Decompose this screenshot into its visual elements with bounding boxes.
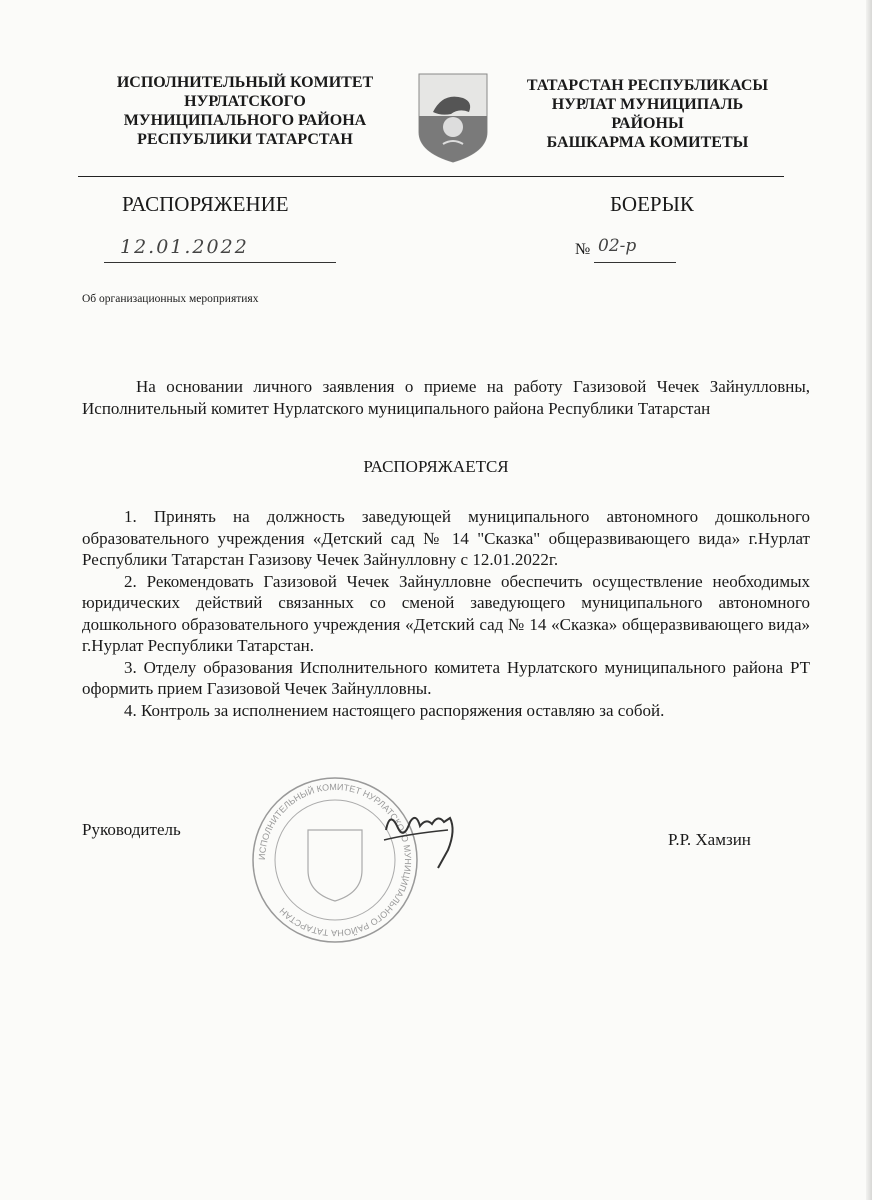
doc-type-ru: РАСПОРЯЖЕНИЕ bbox=[122, 192, 289, 216]
handwritten-signature bbox=[378, 800, 468, 870]
header-line: БАШКАРМА КОМИТЕТЫ bbox=[546, 134, 749, 151]
scan-edge bbox=[866, 0, 872, 1200]
document-date: 12.01.2022 bbox=[120, 236, 249, 258]
intro-paragraph bbox=[82, 376, 810, 419]
svg-text:ИСПОЛНИТЕЛЬНЫЙ КОМИТЕТ НУРЛАТС: ИСПОЛНИТЕЛЬНЫЙ КОМИТЕТ НУРЛАТСКОГО МУНИЦИПАЛЬНОГО РАЙОНА ТАТАРСТАН bbox=[256, 781, 414, 939]
order-point: 3. Отделу образования Исполнительного комитета Нурлатского муниципального района РТ оформить прием Газизовой Чечек Зайнулловны. bbox=[82, 657, 810, 698]
signatory-name: Р.Р. Хамзин bbox=[668, 830, 751, 849]
intro-text: На основании личного заявления о приеме на работу Газизовой Чечек Зайнулловны, Исполнительный комитет Нурлатского муниципального района Республики Татарстан bbox=[82, 377, 810, 418]
header-line: НУРЛАТ МУНИЦИПАЛЬ bbox=[551, 96, 744, 113]
order-points bbox=[82, 506, 810, 721]
number-label: № bbox=[575, 241, 591, 258]
orders-heading: РАСПОРЯЖАЕТСЯ bbox=[363, 457, 509, 476]
header-right-tt bbox=[500, 76, 795, 152]
header-line: МУНИЦИПАЛЬНОГО РАЙОНА bbox=[123, 112, 367, 129]
header-line: ИСПОЛНИТЕЛЬНЫЙ КОМИТЕТ bbox=[116, 74, 374, 91]
header-line: РЕСПУБЛИКИ ТАТАРСТАН bbox=[137, 131, 353, 148]
doc-type-tt: БОЕРЫК bbox=[610, 192, 694, 216]
order-point: 4. Контроль за исполнением настоящего распоряжения оставляю за собой. bbox=[124, 700, 665, 720]
document-subject: Об организационных мероприятиях bbox=[82, 293, 259, 305]
header-line: ТАТАРСТАН РЕСПУБЛИКАСЫ bbox=[526, 77, 769, 94]
order-point: 1. Принять на должность заведующей муниципального автономного дошкольного образовательного учреждения «Детский сад № 14 "Сказка" общеразвивающего вида» г.Нурлат Республики Татарстан Газизову Чечек Зайнулловну с 12.01.2022г. bbox=[82, 507, 810, 569]
header-left-ru bbox=[90, 73, 400, 149]
coat-of-arms-icon bbox=[415, 72, 491, 164]
signatory-role: Руководитель bbox=[82, 820, 181, 839]
header-line: РАЙОНЫ bbox=[611, 115, 684, 132]
header-divider bbox=[78, 176, 784, 177]
order-point: 2. Рекомендовать Газизовой Чечек Зайнулловне обеспечить осуществление необходимых юридических действий связанных со сменой заведующего муниципального автономного дошкольного образовательного учреждения «Детский сад № 14 «Сказка» общеразвивающего вида» г.Нурлат Республики Татарстан. bbox=[82, 571, 810, 655]
header-line: НУРЛАТСКОГО bbox=[184, 93, 306, 110]
document-number: 02-р bbox=[598, 236, 637, 256]
